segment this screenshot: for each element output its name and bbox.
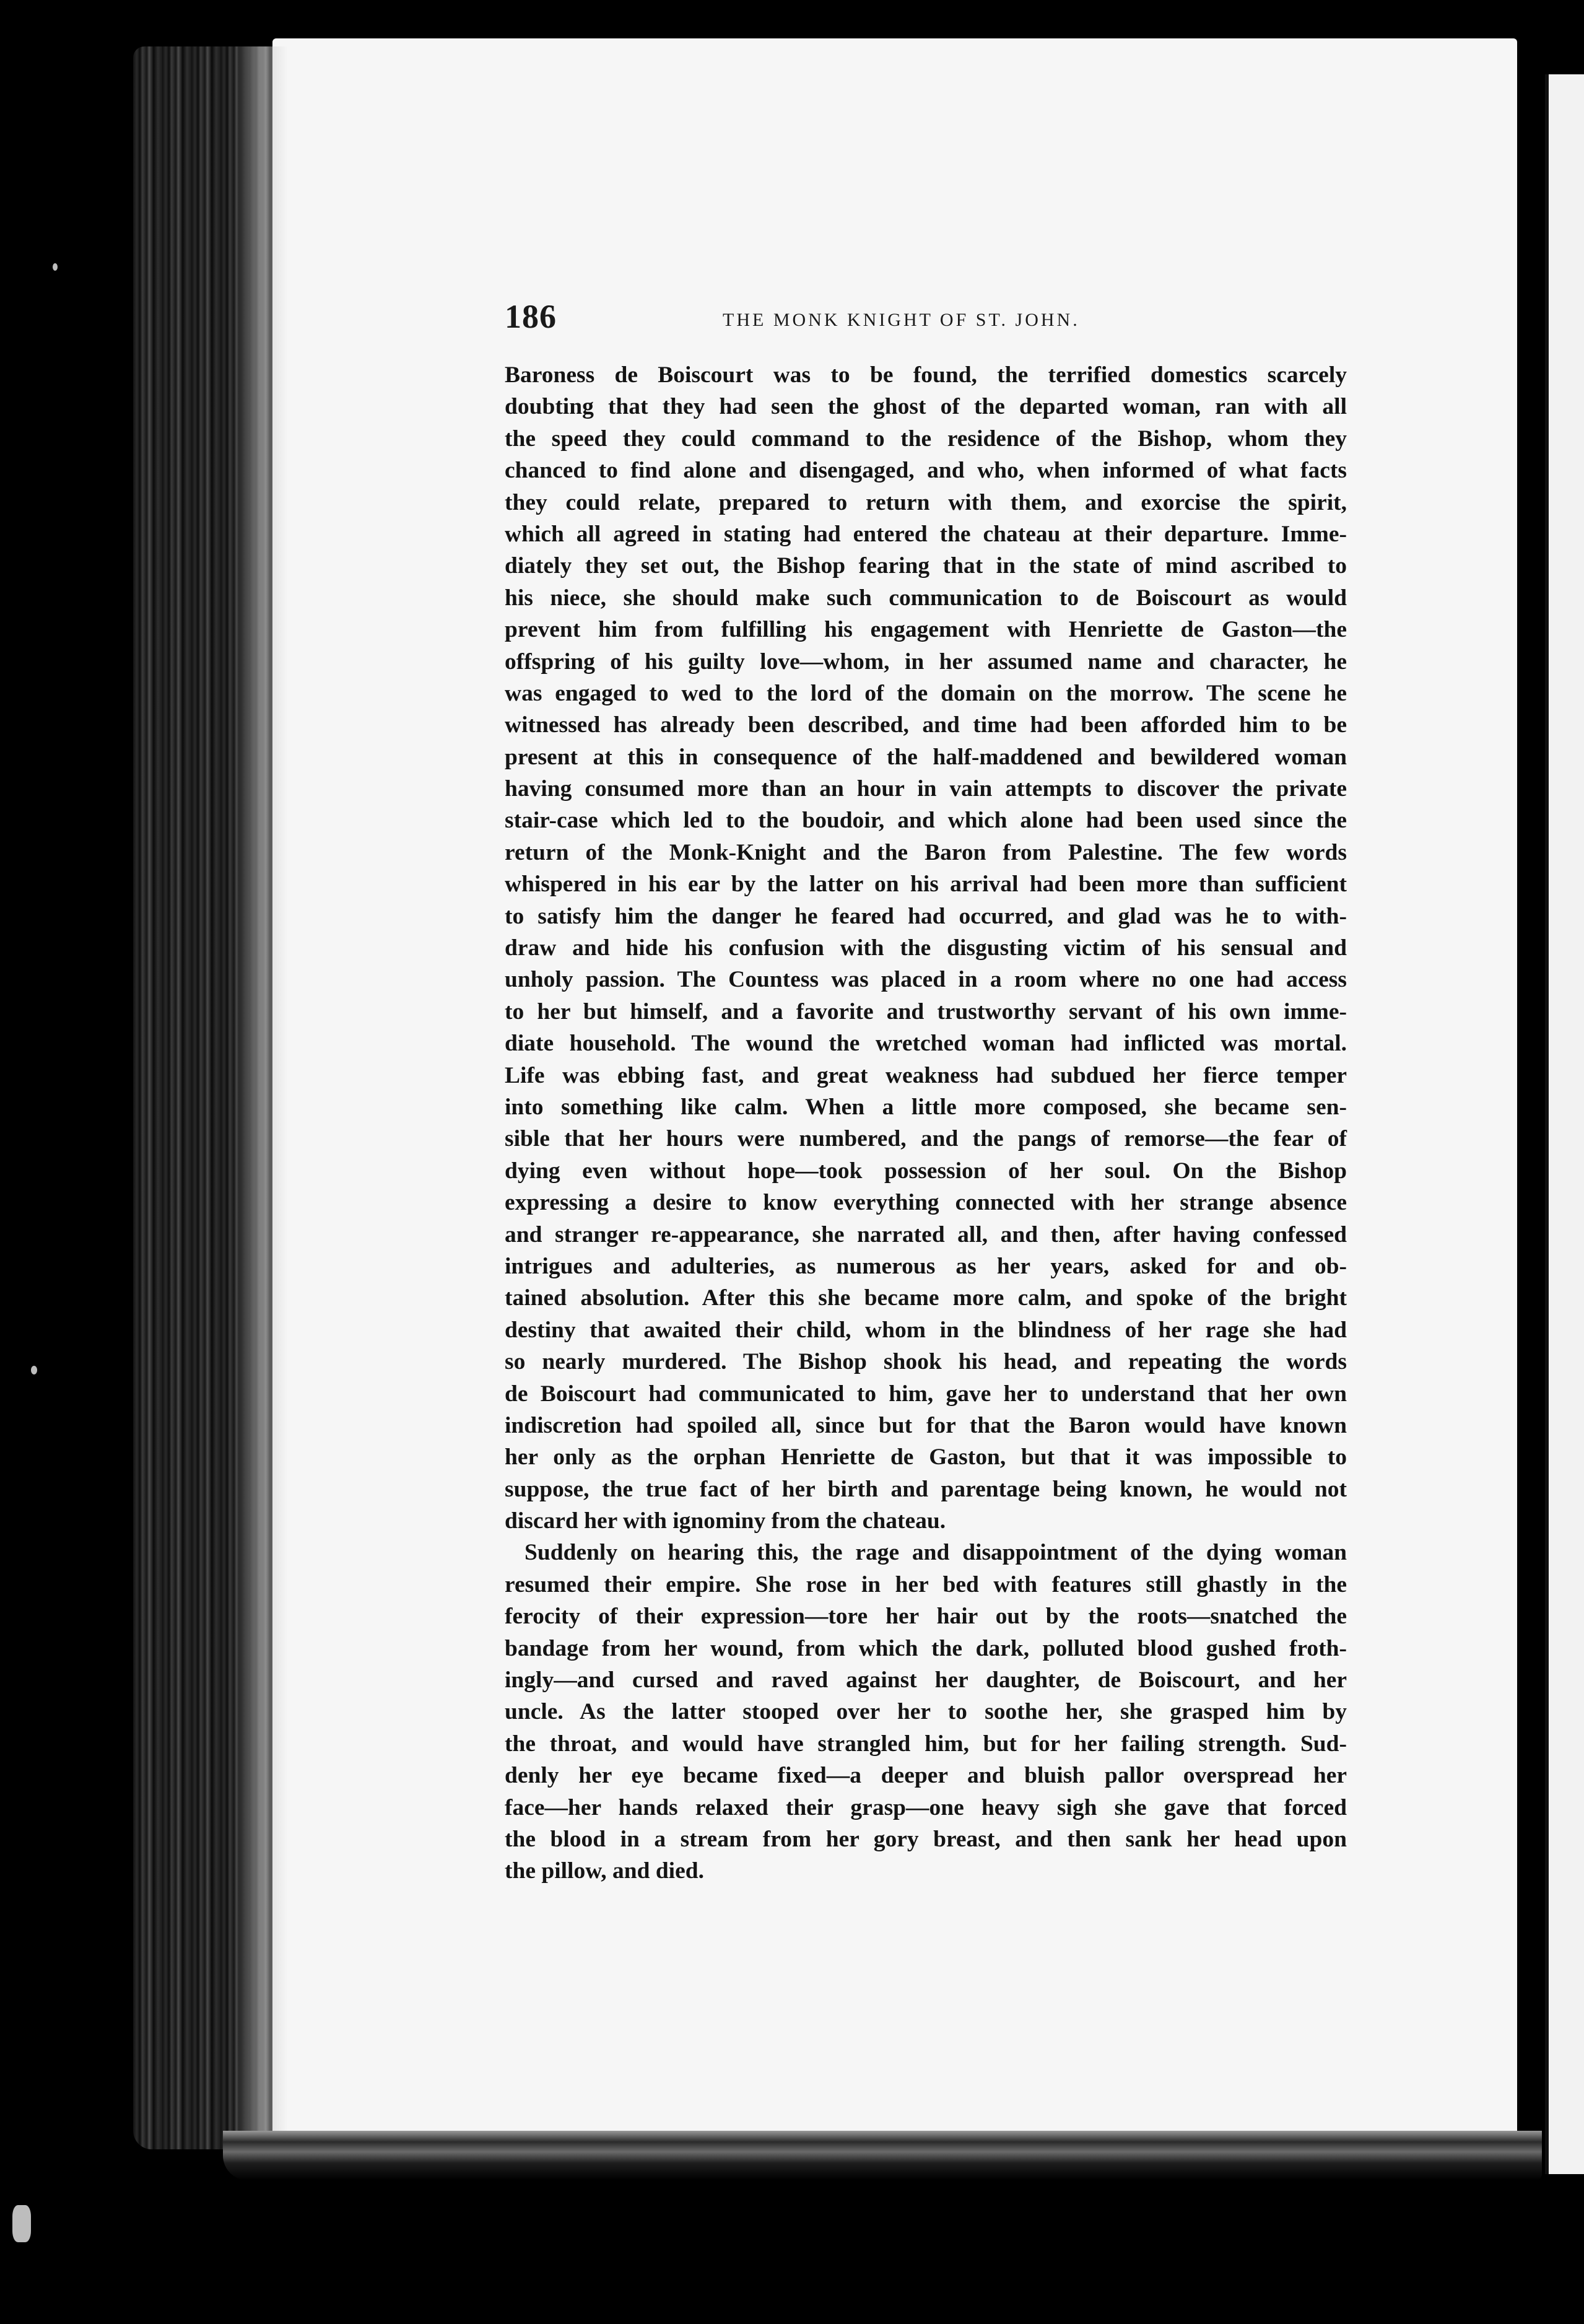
text-line: resumed their empire. She rose in her bed with features still ghastly in the (505, 1571, 1347, 1597)
text-line: her only as the orphan Henriette de Gaston, but that it was impossible to (505, 1444, 1347, 1470)
text-line: draw and hide his confusion with the disgusting victim of his sensual and (505, 935, 1347, 961)
paragraph (505, 1537, 1347, 1887)
text-line: offspring of his guilty love—whom, in her assumed name and character, he (505, 649, 1347, 675)
running-title: THE MONK KNIGHT OF ST. JOHN. (723, 310, 1080, 330)
text-line: dying even without hope—took possession of her soul. On the Bishop (505, 1158, 1347, 1184)
spine-shadow (238, 46, 288, 2149)
text-line: de Boiscourt had communicated to him, gave her to understand that her own (505, 1381, 1347, 1407)
text-line: the speed they could command to the residence of the Bishop, whom they (505, 426, 1347, 452)
text-line: his niece, she should make such communication to de Boiscourt as would (505, 585, 1347, 611)
text-line: the blood in a stream from her gory breast, and then sank her head upon (505, 1826, 1347, 1852)
text-line: diate household. The wound the wretched woman had inflicted was mortal. (505, 1031, 1347, 1057)
text-line: whispered in his ear by the latter on his arrival had been more than sufficient (505, 872, 1347, 898)
text-line: was engaged to wed to the lord of the domain on the morrow. The scene he (505, 680, 1347, 706)
text-line: face—her hands relaxed their grasp—one heavy sigh she gave that forced (505, 1794, 1347, 1820)
text-line: expressing a desire to know everything connected with her strange absence (505, 1190, 1347, 1216)
text-line: which all agreed in stating had entered the chateau at their departure. Imme- (505, 521, 1347, 547)
text-line: chanced to find alone and disengaged, and who, when informed of what facts (505, 458, 1347, 484)
scan-speck (12, 2205, 31, 2242)
text-line: Baroness de Boiscourt was to be found, the terrified domestics scarcely (505, 362, 1347, 388)
text-line: doubting that they had seen the ghost of the departed woman, ran with all (505, 394, 1347, 420)
text-line: the throat, and would have strangled him, but for her failing strength. Sud- (505, 1731, 1347, 1757)
page-header (505, 297, 1167, 341)
text-line: diately they set out, the Bishop fearing that in the state of mind ascribed to (505, 553, 1347, 579)
text-line: ingly—and cursed and raved against her daughter, de Boiscourt, and her (505, 1667, 1347, 1693)
body-text (505, 359, 1347, 1887)
text-line: return of the Monk-Knight and the Baron from Palestine. The few words (505, 839, 1347, 865)
page-stack-bottom-edge (223, 2131, 1542, 2180)
text-line: stair-case which led to the boudoir, and which alone had been used since the (505, 808, 1347, 834)
text-line: denly her eye became fixed—a deeper and bluish pallor overspread her (505, 1763, 1347, 1789)
text-line: the pillow, and died. (505, 1858, 704, 1884)
text-line: suppose, the true fact of her birth and parentage being known, he would not (505, 1476, 1347, 1502)
text-line: having consumed more than an hour in vain attempts to discover the private (505, 776, 1347, 802)
text-line: intrigues and adulteries, as numerous as her years, asked for and ob- (505, 1253, 1347, 1279)
text-line: unholy passion. The Countess was placed in a room where no one had access (505, 967, 1347, 993)
text-line: ferocity of their expression—tore her hair out by the roots—snatched the (505, 1604, 1347, 1630)
page-number: 186 (505, 298, 557, 335)
text-line: Suddenly on hearing this, the rage and disappointment of the dying woman (524, 1540, 1347, 1566)
text-line: into something like calm. When a little more composed, she became sen- (505, 1094, 1347, 1120)
text-line: destiny that awaited their child, whom in the blindness of her rage she had (505, 1317, 1347, 1343)
scan-speck (53, 263, 58, 271)
text-line: Life was ebbing fast, and great weakness had subdued her fierce temper (505, 1062, 1347, 1088)
text-line: and stranger re-appearance, she narrated all, and then, after having confessed (505, 1221, 1347, 1247)
text-line: tained absolution. After this she became more calm, and spoke of the bright (505, 1285, 1347, 1311)
text-line: prevent him from fulfilling his engagement with Henriette de Gaston—the (505, 617, 1347, 643)
text-line: to her but himself, and a favorite and trustworthy servant of his own imme- (505, 998, 1347, 1024)
text-line: present at this in consequence of the half-maddened and bewildered woman (505, 744, 1347, 770)
paragraph (505, 359, 1347, 1537)
scan-speck (31, 1366, 37, 1374)
text-line: to satisfy him the danger he feared had occurred, and glad was he to with- (505, 903, 1347, 929)
text-line: they could relate, prepared to return with them, and exorcise the spirit, (505, 489, 1347, 515)
text-line: indiscretion had spoiled all, since but for that the Baron would have known (505, 1412, 1347, 1438)
text-line: witnessed has already been described, and time had been afforded him to be (505, 712, 1347, 738)
text-line: discard her with ignominy from the chateau. (505, 1508, 946, 1534)
text-line: sible that her hours were numbered, and the pangs of remorse—the fear of (505, 1126, 1347, 1152)
text-line: bandage from her wound, from which the dark, polluted blood gushed froth- (505, 1635, 1347, 1661)
facing-page-edge (1545, 74, 1584, 2174)
text-line: so nearly murdered. The Bishop shook his head, and repeating the words (505, 1349, 1347, 1375)
text-line: uncle. As the latter stooped over her to soothe her, she grasped him by (505, 1699, 1347, 1725)
